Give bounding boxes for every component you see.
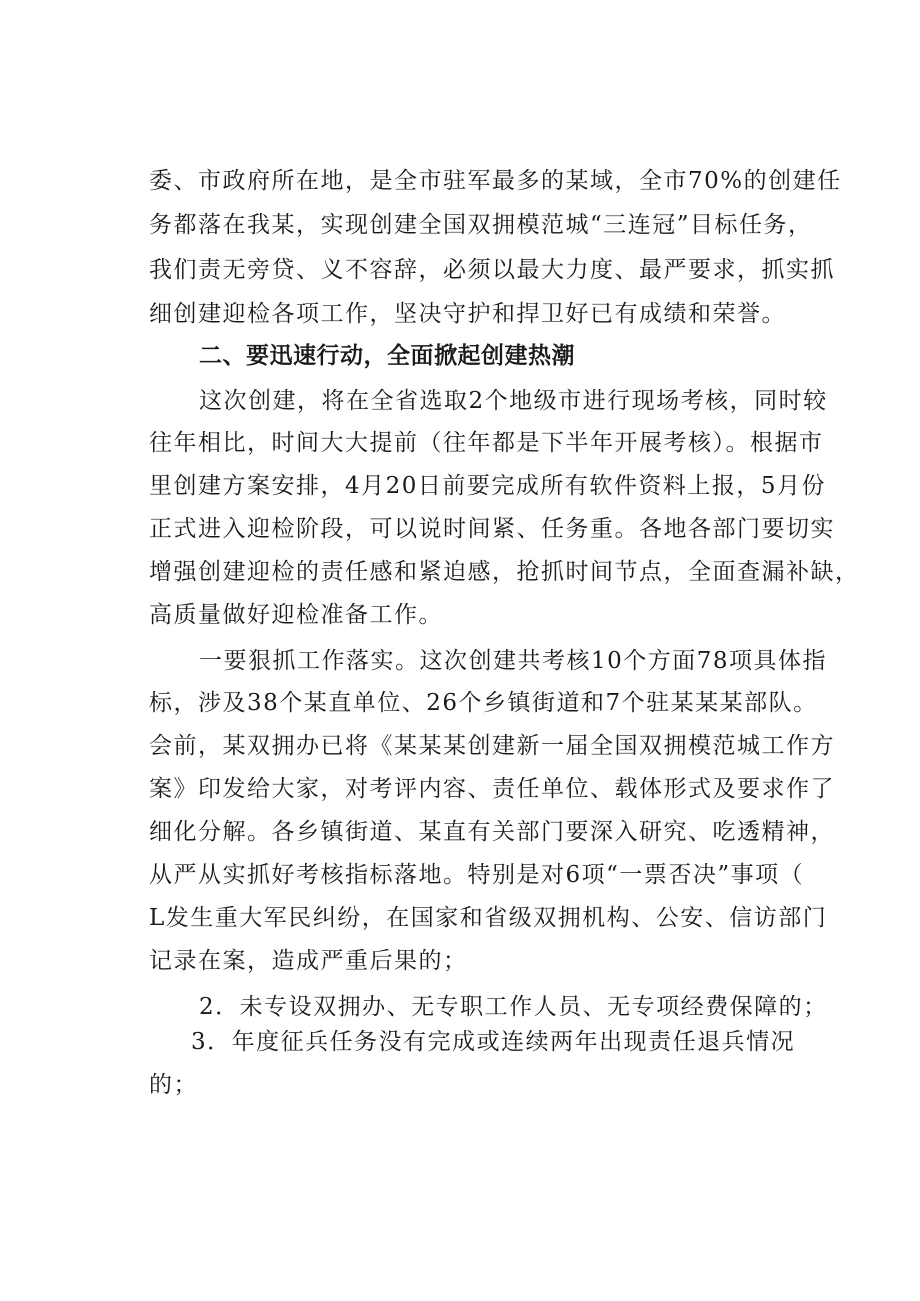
paragraph-line: 细化分解。各乡镇街道、某直有关部门要深入研究、吃透精神， [149,819,835,845]
paragraph-line: 的； [149,1072,198,1098]
paragraph-line: 委、市政府所在地，是全市驻军最多的某域，全市70%的创建任 [149,168,842,194]
list-item: 2．未专设双拥办、无专职工作人员、无专项经费保障的； [199,994,828,1020]
paragraph-line: 一要狠抓工作落实。这次创建共考核10个方面78项具体指 [199,648,828,674]
paragraph-line: 细创建迎检各项工作，坚决守护和捍卫好已有成绩和荣誉。 [149,301,786,327]
paragraph-line: 务都落在我某，实现创建全国双拥模范城“三连冠”目标任务， [149,212,813,238]
paragraph-line: 案》印发给大家，对考评内容、责任单位、载体形式及要求作了 [149,776,835,802]
paragraph-line: 这次创建，将在全省选取2个地级市进行现场考核，同时较 [199,388,828,414]
paragraph-line: 高质量做好迎检准备工作。 [149,602,443,628]
paragraph-line: 标，涉及38个某直单位、26个乡镇街道和7个驻某某某部队。 [149,690,818,716]
paragraph-line: 记录在案，造成严重后果的； [149,948,468,974]
list-item: 3．年度征兵任务没有完成或连续两年出现责任退兵情况 [191,1029,796,1055]
paragraph-line: 正式进入迎检阶段，可以说时间紧、任务重。各地各部门要切实 [149,516,835,542]
section-heading: 二、要迅速行动，全面掀起创建热潮 [199,343,575,369]
paragraph-line: 里创建方案安排，4月20日前要完成所有软件资料上报，5月份 [149,473,827,499]
paragraph-line: 往年相比，时间大大提前（往年都是下半年开展考核）。根据市 [149,430,824,456]
paragraph-line: 会前，某双拥办已将《某某某创建新一届全国双拥模范城工作方 [149,733,835,759]
paragraph-line: 从严从实抓好考核指标落地。特别是对6项“一票否决”事项（ [149,862,805,888]
paragraph-line: L发生重大军民纠纷，在国家和省级双拥机构、公安、信访部门 [149,905,828,931]
paragraph-line: 增强创建迎检的责任感和紧迫感，抢抓时间节点，全面查漏补缺， [149,559,860,585]
paragraph-line: 我们责无旁贷、义不容辞，必须以最大力度、最严要求，抓实抓 [149,257,835,283]
